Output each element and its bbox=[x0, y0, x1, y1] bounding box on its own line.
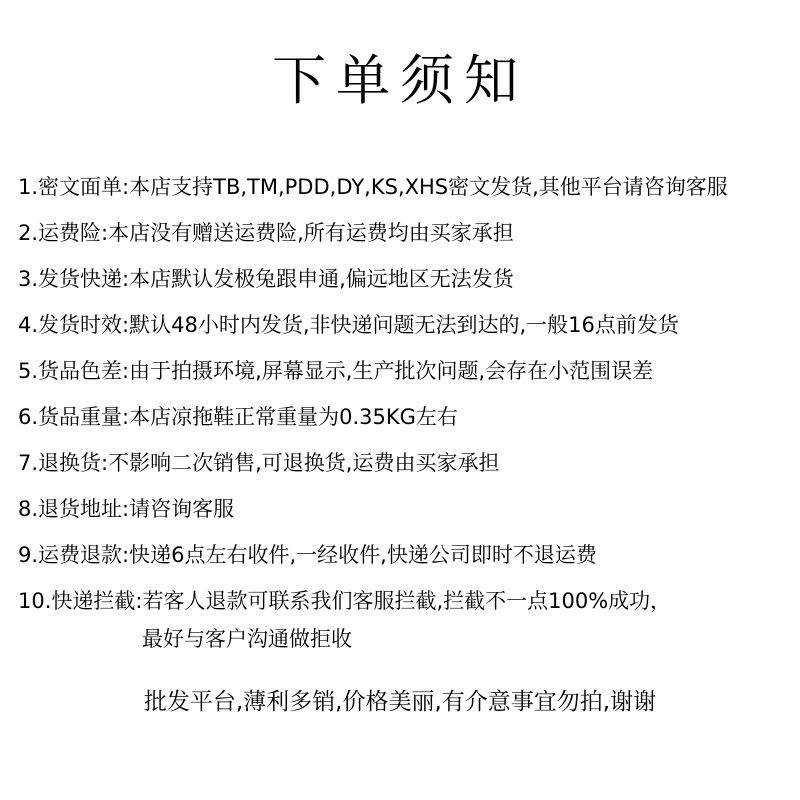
rule-return-address: 8.退货地址:请咨询客服 bbox=[18, 497, 235, 521]
rule-shipping-insurance: 2.运费险:本店没有赠送运费险,所有运费均由买家承担 bbox=[18, 221, 514, 245]
rule-courier-interception bbox=[18, 582, 788, 658]
rule-encrypted-waybill: 1.密文面单:本店支持TB,TM,PDD,DY,KS,XHS密文发货,其他平台请咨询客服 bbox=[18, 175, 728, 199]
rule-color-difference: 5.货品色差:由于拍摄环境,屏幕显示,生产批次问题,会存在小范围误差 bbox=[18, 359, 654, 383]
rule-returns-exchanges: 7.退换货:不影响二次销售,可退换货,运费由买家承担 bbox=[18, 451, 500, 475]
rule-courier-interception-line2: 最好与客户沟通做拒收 bbox=[142, 627, 352, 651]
rule-product-weight: 6.货品重量:本店凉拖鞋正常重量为0.35KG左右 bbox=[18, 405, 458, 429]
rule-courier-interception-line1: 10.快递拦截:若客人退款可联系我们客服拦截,拦截不一点100%成功， bbox=[18, 589, 672, 613]
order-rules-list bbox=[18, 168, 788, 658]
rule-shipping-refund: 9.运费退款:快递6点左右收件,一经收件,快递公司即时不退运费 bbox=[18, 543, 597, 567]
page-title: 下单须知 bbox=[272, 49, 528, 112]
rule-courier: 3.发货快递:本店默认发极兔跟申通,偏远地区无法发货 bbox=[18, 267, 514, 291]
rule-shipping-time: 4.发货时效:默认48小时内发货,非快递问题无法到达的,一般16点前发货 bbox=[18, 313, 679, 337]
footer-note: 批发平台,薄利多销,价格美丽,有介意事宜勿拍,谢谢 bbox=[143, 689, 657, 715]
